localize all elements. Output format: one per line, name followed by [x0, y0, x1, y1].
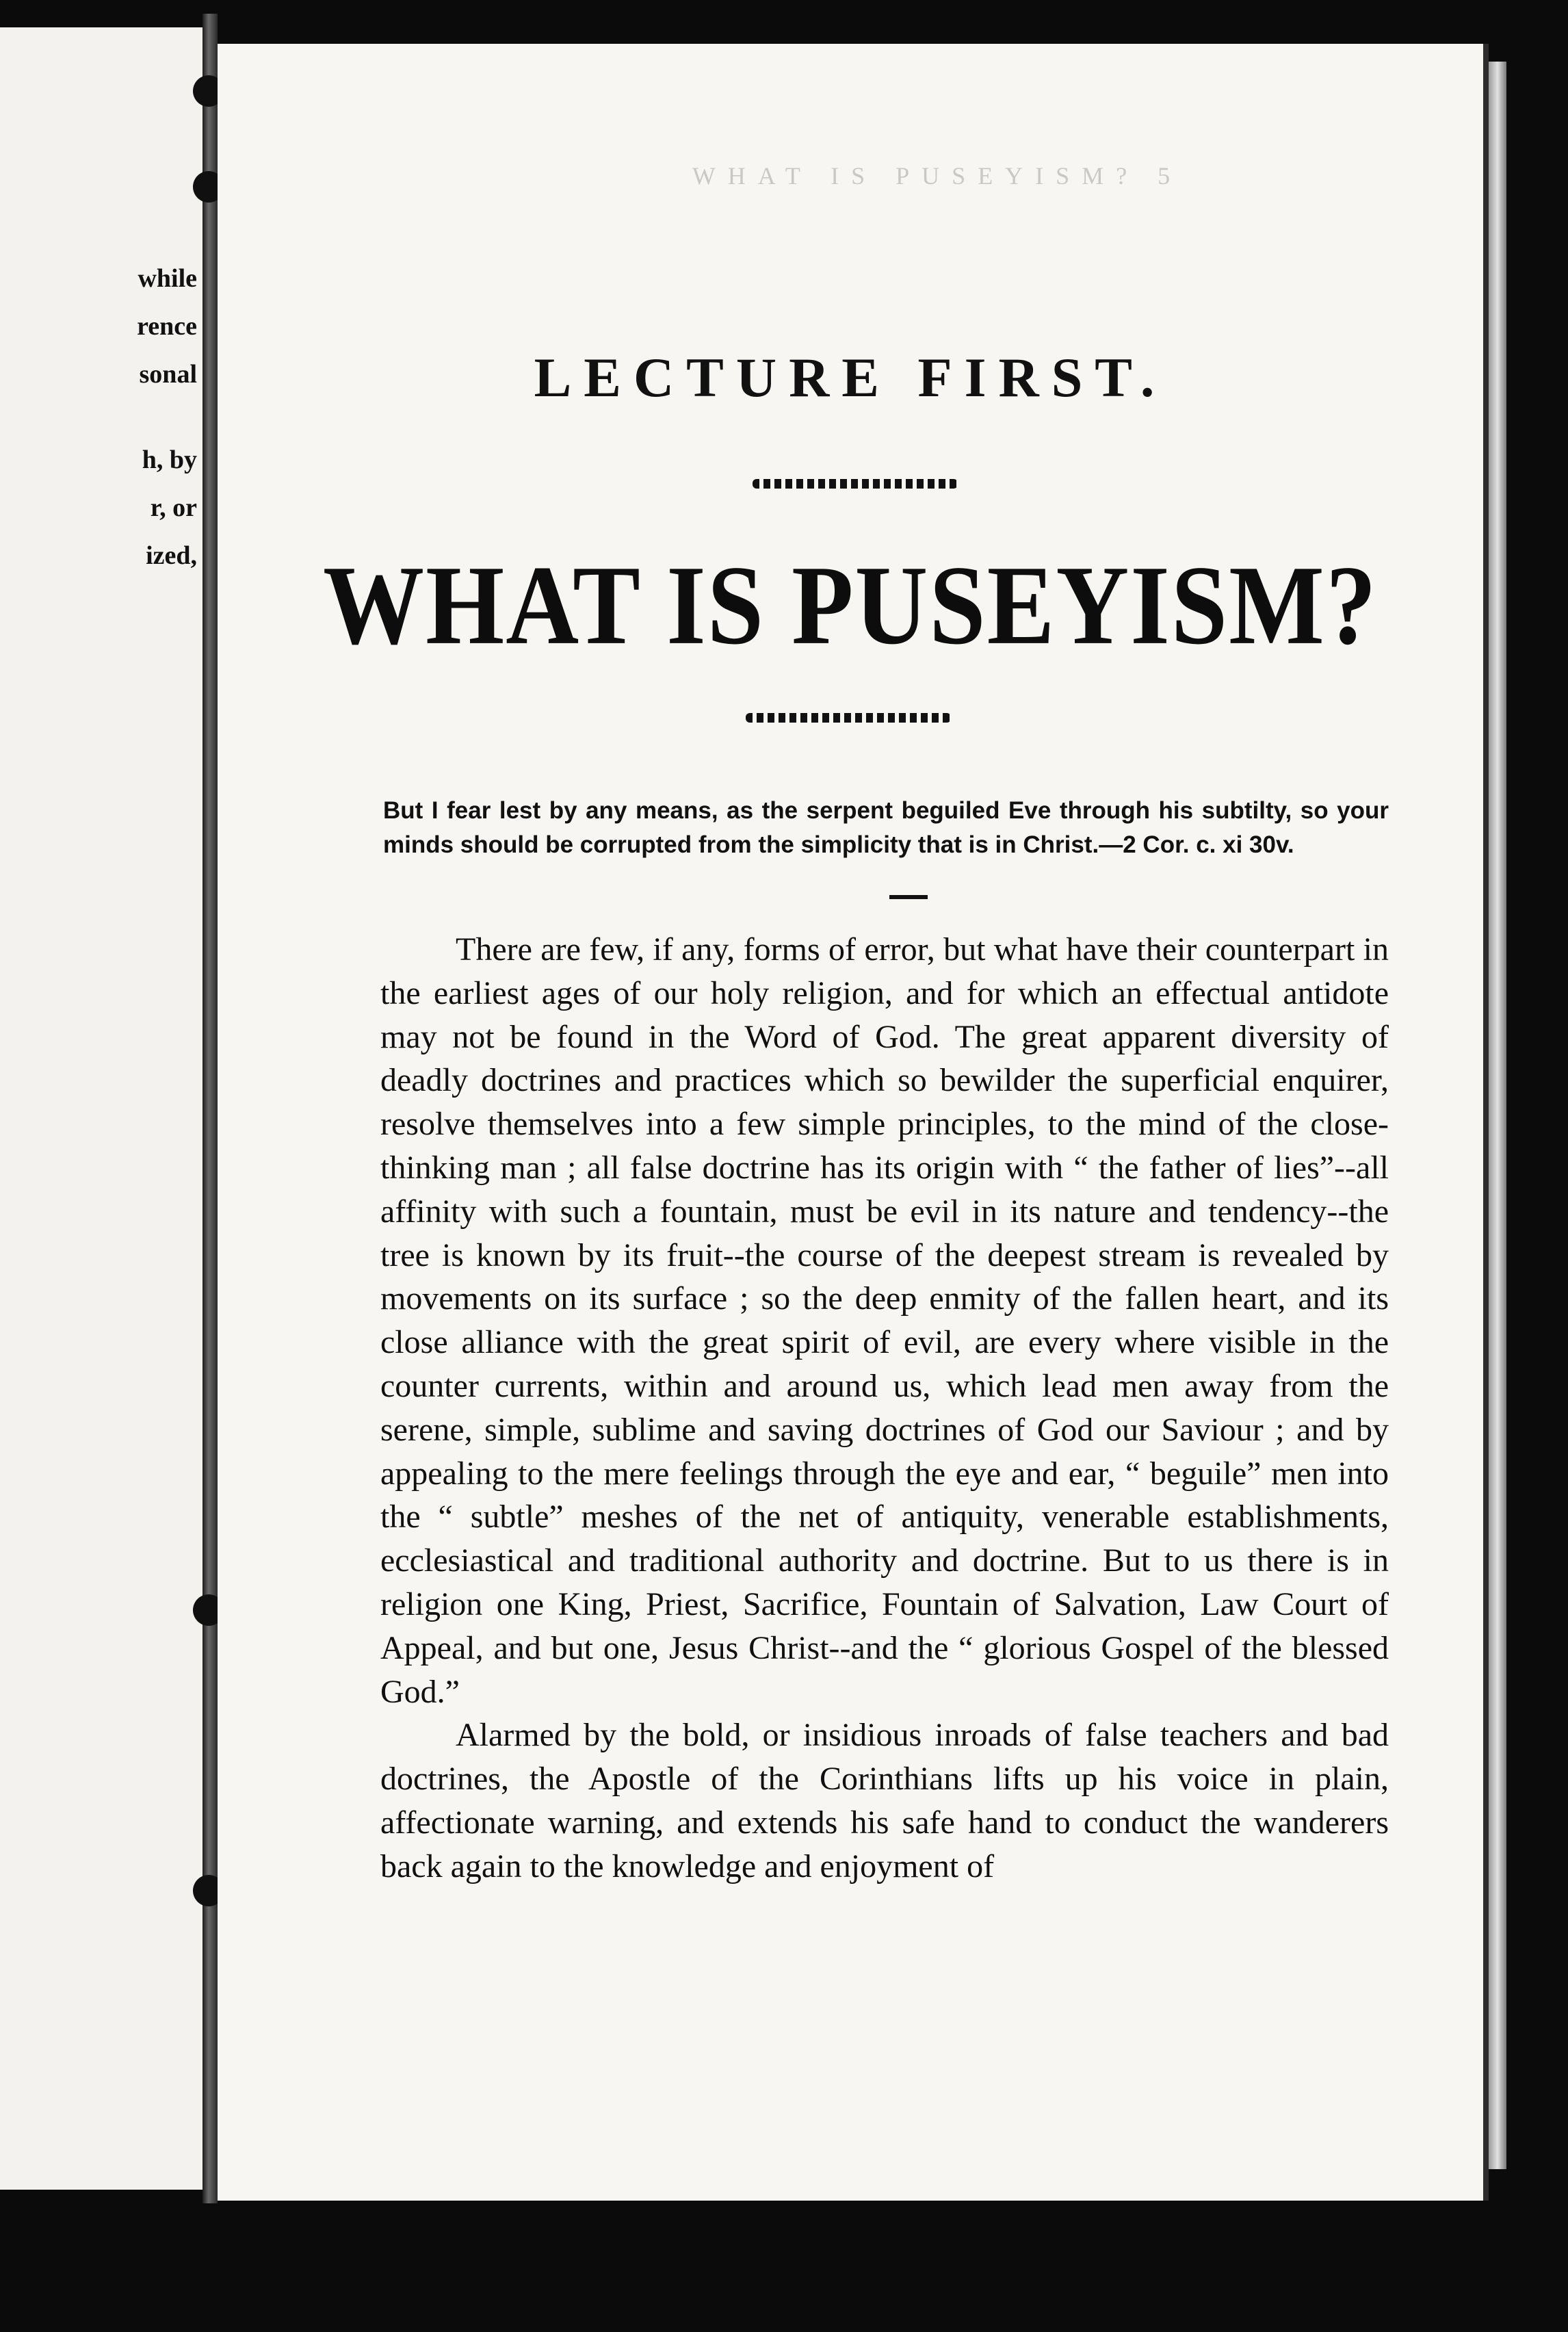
section-rule [889, 895, 928, 899]
facing-page-fragment: sonal [139, 360, 197, 389]
scripture-epigraph: But I fear lest by any means, as the serpent beguiled Eve through his subtilty, so your minds should be corrupted from the simplicity that is in Christ.—2 Cor. c. xi 30v. [383, 797, 1389, 858]
facing-page-fragment: while [138, 264, 197, 293]
facing-page-fragment: ized, [146, 541, 197, 570]
page-edge [1489, 62, 1506, 2169]
facing-page-strip [0, 27, 205, 2190]
facing-page-fragment: rence [137, 312, 197, 341]
page-title: WHAT IS PUSEYISM? [323, 543, 1378, 669]
facing-page-fragment: r, or [150, 493, 197, 522]
paragraph: Alarmed by the bold, or insidious inroads of false teachers and bad doctrines, the Apostle of the Corinthians lifts up his voice in plain, affectionate warning, and extends his safe hand to conduct the wanderers back again to the knowledge and enjoyment of [380, 1717, 1389, 1884]
ornamental-rule [746, 713, 951, 723]
lecture-heading: LECTURE FIRST. [534, 346, 1167, 409]
running-head: WHAT IS PUSEYISM? 5 [692, 162, 1183, 190]
facing-page-fragment: h, by [142, 445, 197, 474]
ornamental-rule [753, 479, 958, 489]
lecture-body [380, 928, 1389, 1889]
paragraph: There are few, if any, forms of error, but what have their counterpart in the earliest ages of our holy religion, and for which an effectual antidote may not be found in the Word of God. The great apparent diversity of deadly doctrines and practices which so bewilder the superficial enquirer, resolve themselves into a few simple principles, to the mind of the close-thinking man ; all false doctrine has its origin with “ the father of lies”--all affinity with such a fountain, must be evil in its nature and tendency--the tree is known by its fruit--the course of the deepest stream is revealed by movements on its surface ; so the deep enmity of the fallen heart, and its close alliance with the great spirit of evil, are every where visible in the counter currents, within and around us, which lead men away from the serene, simple, sublime and saving doctrines of God our Saviour ; and by appealing to the mere feelings through the eye and ear, “ beguile” men into the “ subtle” meshes of the net of antiquity, venerable establishments, ecclesiastical and traditional authority and doctrine. But to us there is in religion one King, Priest, Sacrifice, Fountain of Salvation, Law Court of Appeal, and but one, Jesus Christ--and the “ glorious Gospel of the blessed God.” [380, 931, 1389, 1710]
